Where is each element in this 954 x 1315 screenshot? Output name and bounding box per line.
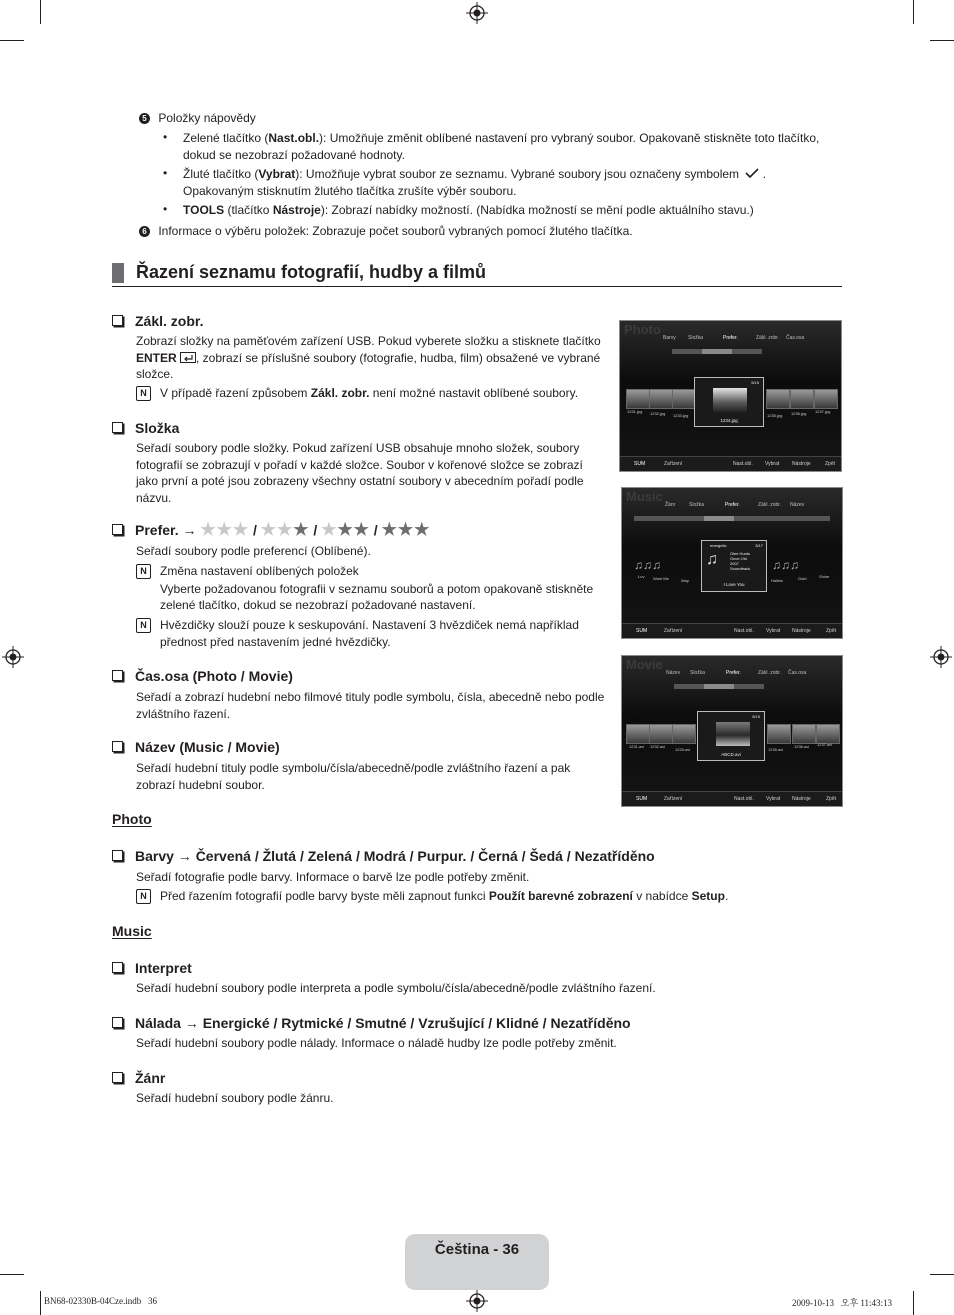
tv-tab: Prefer. [726,670,741,676]
prefer-title: Prefer. → ★★★ / ★★★ / ★★★ / ★★★ [112,521,430,539]
tv-thumb-label: 1235.jpg [767,413,783,418]
tv-thumb-label: Luv [638,574,645,579]
tv-thumb-label: 1236.avi [794,744,810,749]
tv-thumb-label: 1237.avi [817,742,833,747]
tv-focused-item: ♫ 3/17 energetic Glee Hunts Once Old 2007 Soundtrack I Love You [701,540,767,592]
nazev-title: Název (Music / Movie) [112,738,280,756]
tv-thumb-label: Want Me [653,576,669,581]
tv-focused-label: 1234.jpg [720,418,738,423]
tv-focused-item [697,711,765,761]
star-filled-icon: ★★★ [381,520,431,539]
tv-thumb-label: 1233.avi [675,747,691,752]
checkbox-bullet-icon [112,741,123,752]
tv-thumbnail [672,389,696,409]
help-bullet-1-line2: dokud se nezobrazí požadované hodnoty. [183,147,405,162]
note-icon: N [136,564,151,579]
help-bullet-2-line1: Žluté tlačítko (Vybrat): Umožňuje vybrat soubor ze seznamu. Vybrané soubory jsou označeny symbolem . [183,167,767,181]
prefer-note-1: Změna nastavení oblíbených položek Vyberte požadovanou fotografii v seznamu souborů a potom opakovaně stiskněte zelené tlačítko, dokud se nezobrazí požadované nastavení. [160,564,594,612]
help-items-heading-text: Položky nápovědy [158,111,256,125]
barvy-desc: Seřadí fotografie podle barvy. Informace o barvě lze podle potřeby změnit. [136,870,530,884]
selection-info-item [139,223,633,240]
tv-title: Photo [624,322,661,337]
tv-focused-label: ABCD.avi [721,752,741,757]
tv-footer: SUM Zařízení Nast.obl. Vybrat Nástroje Zpět [622,623,842,638]
tv-tab: Prefer. [725,502,740,508]
print-info-file: BN68-02330B-04Cze.indb 36 [44,1296,157,1306]
tv-title: Movie [626,657,663,672]
crop-mark [913,1291,914,1315]
note-icon: N [136,618,151,633]
tv-screenshot-music [621,487,843,639]
tv-thumbnail [792,724,816,744]
tv-focused-label: I Love You [723,582,745,587]
tv-footer: SUM Zařízení Nast.obl. Vybrat Nástroje Zpět [620,456,841,471]
section-title-bar [112,263,124,283]
tv-tab: Složka [688,335,704,341]
tv-focused-image [716,722,750,746]
tv-scroll-bar [674,684,764,689]
interpret-title: Interpret [112,959,192,977]
tv-thumbnail [649,389,673,409]
prefer-note-2: Hvězdičky slouží pouze k seskupování. Nastavení 3 hvězdiček nemá například přednost před nastavením jedné hvězdičky. [160,618,579,649]
checkbox-bullet-icon [112,962,123,973]
nalada-desc: Seřadí hudební soubory podle nálady. Informace o náladě hudby lze podle potřeby změnit. [136,1036,617,1050]
star-filled-icon: ★★ [260,520,294,539]
tv-thumb-label: Shine [819,574,830,579]
star-filled-icon: ★★ [337,520,370,539]
number-5-icon: 5 [139,113,150,124]
tv-tab: Prefer. [723,335,738,341]
registration-mark-icon [2,646,24,668]
enter-icon [180,352,196,363]
tv-screenshot-movie [621,655,843,807]
tv-tab: Čas.osa [788,670,807,676]
tv-tab: Název [666,670,681,676]
tv-thumb-label: 1232.jpg [650,411,666,416]
checkbox-bullet-icon [112,670,123,681]
bullet: • [163,130,168,144]
star-empty-icon: ★ [321,520,338,539]
tv-footer: SUM Zařízení Nast.obl. Vybrat Nástroje Zpět [622,791,842,806]
tv-counter: 5/15 [751,380,759,385]
music-section-label: Music [112,923,152,939]
prefer-desc: Seřadí soubory podle preferencí (Oblíbené). [136,544,371,558]
tv-focused-item [694,377,764,427]
tv-title: Music [626,489,663,504]
tv-scroll-bar [672,349,762,354]
crop-mark [930,40,954,41]
checkbox-bullet-icon [112,850,123,861]
note-icon: N [136,386,151,401]
tv-thumbnail [767,724,791,744]
tv-thumb-label: 1233.jpg [673,413,689,418]
tv-thumbnail [814,389,838,409]
help-bullet-1-line1: Zelené tlačítko (Nast.obl.): Umožňuje změnit oblíbené nastavení pro vybraný soubor. Opakovaně stiskněte toto tlačítko, [183,131,820,145]
tv-tab: Barvy [663,335,676,341]
crop-mark [913,0,914,24]
zakl-note: V případě řazení způsobem Zákl. zobr. není možné nastavit oblíbené soubory. [160,386,579,400]
print-info-date: 2009-10-13 오후 11:43:13 [792,1298,893,1308]
tv-thumbnail [766,389,790,409]
tv-thumb-label: 1237.jpg [815,409,831,414]
casosa-desc: Seřadí a zobrazí hudební nebo filmové tituly podle symbolu, čísla, abecedně nebo podle zvláštního řazení. [136,690,605,721]
tv-music-note-icon: ♫♫♫ [634,558,661,572]
section-rule [112,286,842,287]
slozka-title: Složka [112,419,179,437]
tv-tab: Složka [690,670,706,676]
nalada-title: Nálada → Energické / Rytmické / Smutné / Vzrušující / Klidné / Nezatříděno [112,1014,631,1032]
checkbox-bullet-icon [112,1072,123,1083]
bullet: • [163,166,168,180]
nazev-desc: Seřadí hudební tituly podle symbolu/čísla/abecedně/podle zvláštního řazení a pak zobrazí hudební soubor. [136,761,571,792]
interpret-desc: Seřadí hudební soubory podle interpreta a podle symbolu/čísla/abecedně/podle zvláštního řazení. [136,981,656,995]
tv-tab: Žánr [665,502,676,508]
tv-thumbnail [626,389,650,409]
selection-info-text: Informace o výběru položek: Zobrazuje počet souborů vybraných pomocí žlutého tlačítka. [158,224,633,238]
tv-thumbnail [649,724,673,744]
tv-counter: 5/15 [752,714,760,719]
tv-thumbnail [790,389,814,409]
tv-tab: Zákl. zobr. [758,502,782,508]
zakl-desc: Zobrazí složky na paměťovém zařízení USB. Pokud vyberete složku a stisknete tlačítko ENTER , zobrazí se příslušné soubory (fotografie, hudba, film) obsažené ve vybrané složce. [136,334,601,381]
registration-mark-icon [930,646,952,668]
tv-thumb-label: Hallelu [771,578,784,583]
section-title: Řazení seznamu fotografií, hudby a filmů [136,262,487,282]
tv-thumbnail [672,724,696,744]
barvy-title: Barvy → Červená / Žlutá / Zelená / Modrá / Purpur. / Černá / Šedá / Nezatříděno [112,847,655,865]
tv-focused-image [713,388,747,412]
tv-music-note-icon: ♫♫♫ [772,558,799,572]
tv-thumb-label: 1231.avi [629,744,645,749]
note-icon: N [136,889,151,904]
zanr-title: Žánr [112,1069,165,1087]
tv-thumb-label: 1236.jpg [791,411,807,416]
help-bullet-2 [183,166,863,199]
number-6-icon: 6 [139,226,150,237]
tv-counter: 3/17 [755,543,763,548]
tv-thumb-label: 1232.avi [650,744,666,749]
help-items-heading [139,110,256,127]
tv-thumbnail [626,724,650,744]
barvy-note: Před řazením fotografií podle barvy byste měli zapnout funkci Použít barevné zobrazení v nabídce Setup. [160,889,729,903]
tv-thumb-label: 1231.jpg [627,409,643,414]
crop-mark [930,1274,954,1275]
tv-tab: Složka [689,502,705,508]
slozka-desc: Seřadí soubory podle složky. Pokud zařízení USB obsahuje mnoho složek, soubory fotografií se zobrazují v pořadí v každé složce. Soubor v kořenové složce se zobrazí jako první a poté jsou zobrazeny všechny ostatní soubory v abecedním pořadí podle názvu. [136,441,584,505]
bullet: • [163,202,168,216]
tv-tab: Název [790,502,805,508]
tv-tab: Čas.osa [786,335,805,341]
help-bullet-3: TOOLS (tlačítko Nástroje): Zobrazí nabídky možností. (Nabídka možností se mění podle aktuálního stavu.) [183,203,754,217]
checkmark-icon [745,168,759,179]
help-bullet-1 [183,130,863,163]
tv-tab: Zákl. zobr. [758,670,782,676]
crop-mark [0,40,24,41]
tv-thumb-label: Way [681,578,689,583]
tv-music-note-icon: ♫ [706,551,718,568]
checkbox-bullet-icon [112,1017,123,1028]
checkbox-bullet-icon [112,422,123,433]
crop-mark [40,0,41,24]
registration-mark-icon [466,1290,488,1312]
crop-mark [0,1274,24,1275]
tv-thumb-label: 1235.avi [768,747,784,752]
zakl-title: Zákl. zobr. [112,312,203,330]
page-number: Čeština - 36 [434,1241,520,1258]
photo-section-label: Photo [112,811,152,827]
tv-thumbnail [816,724,840,744]
tv-tab: Zákl. zobr. [756,335,780,341]
tv-scroll-bar [634,516,830,521]
checkbox-bullet-icon [112,524,123,535]
help-bullet-2-line2: Opakovaným stisknutím žlutého tlačítka zrušíte výběr souboru. [183,183,517,198]
star-filled-icon: ★ [293,520,310,539]
registration-mark-icon [466,2,488,24]
star-empty-icon: ★★★ [200,520,250,539]
casosa-title: Čas.osa (Photo / Movie) [112,667,293,685]
zanr-desc: Seřadí hudební soubory podle žánru. [136,1091,334,1105]
tv-screenshot-photo [619,320,842,472]
checkbox-bullet-icon [112,315,123,326]
tv-thumb-label: Gold [798,576,807,581]
crop-mark [40,1291,41,1315]
